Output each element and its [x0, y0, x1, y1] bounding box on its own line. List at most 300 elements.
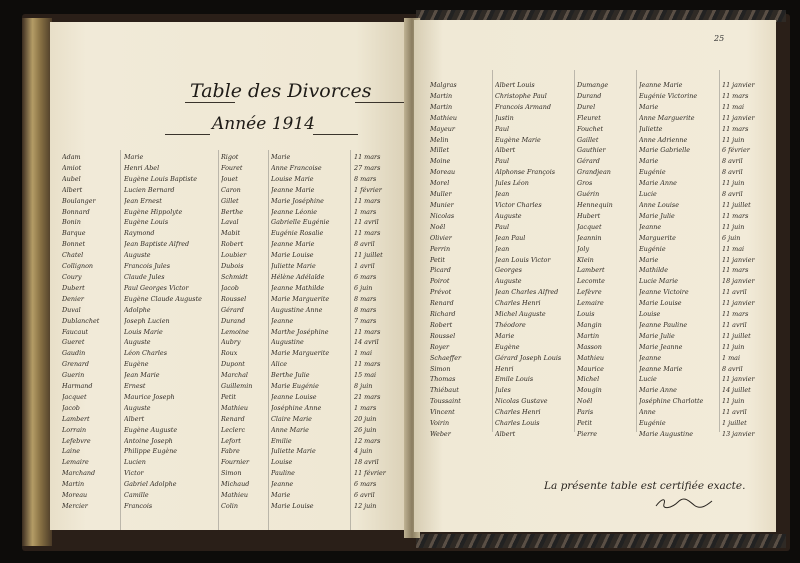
register-entry: Mathieu [430, 113, 457, 122]
register-entry: Louise [271, 458, 293, 467]
register-entry: Durel [577, 102, 596, 111]
column-divider [492, 70, 493, 432]
register-entry: 11 avril [722, 408, 747, 417]
register-entry: Mathieu [221, 403, 248, 412]
register-entry: 6 juin [722, 233, 741, 242]
register-entry: Moreau [430, 168, 456, 177]
register-entry: Marie Marguerite [271, 349, 330, 358]
marbled-edge-bottom [416, 534, 786, 548]
register-entry: 11 mars [354, 360, 381, 369]
register-entry: Jeannin [577, 233, 602, 242]
register-entry: 8 avril [722, 190, 743, 199]
register-entry: Rigot [221, 153, 239, 161]
register-entry: Bonnet [62, 240, 86, 249]
register-entry: Morel [430, 179, 450, 188]
right-wife-firstname-column [639, 80, 719, 440]
certification-text: La présente table est certifiée exacte. [544, 480, 746, 492]
register-entry: Albert [124, 414, 145, 423]
register-entry: 11 juillet [722, 331, 751, 340]
register-entry: Hennequin [577, 200, 613, 209]
register-entry: Jean [495, 190, 510, 199]
register-entry: Lefèvre [577, 288, 602, 297]
register-entry: 11 mars [722, 266, 749, 275]
register-entry: Jacob [62, 403, 80, 412]
register-entry: 11 mars [354, 327, 381, 336]
register-entry: Marie Julie [639, 331, 675, 340]
register-entry: Roussel [430, 331, 456, 340]
register-entry: Noël [430, 222, 446, 231]
register-entry: Eugénie Rosalie [271, 229, 324, 238]
register-entry: Gros [577, 179, 593, 188]
register-entry: 11 mars [722, 310, 749, 319]
register-entry: Lambert [577, 266, 605, 275]
register-entry: Maurice Joseph [124, 392, 175, 401]
register-entry: Joséphine Anne [271, 403, 322, 412]
register-entry: 6 avril [354, 491, 375, 500]
register-entry: Jacob [221, 283, 239, 292]
register-entry: Mayeur [430, 124, 455, 133]
register-entry: Augustine [271, 338, 304, 347]
register-entry: Jouet [221, 174, 238, 183]
register-entry: Emile Louis [495, 375, 534, 384]
register-entry: Grenard [62, 360, 90, 369]
register-entry: Francois Jules [124, 262, 170, 271]
register-entry: Dumange [577, 81, 609, 89]
left-surname-column [62, 152, 120, 512]
register-entry: Laval [221, 218, 239, 227]
register-entry: 27 mars [354, 163, 381, 172]
register-entry: Lefebvre [62, 436, 91, 445]
register-entry: Eugénie [639, 244, 666, 253]
register-entry: Théodore [495, 320, 526, 329]
register-entry: Joly [577, 244, 590, 253]
register-entry: Charles Louis [495, 419, 540, 428]
register-entry: Albert [495, 146, 516, 155]
register-entry: Thomas [430, 375, 456, 384]
right-husband-firstname-column [495, 80, 574, 440]
register-entry: Marie [639, 157, 659, 166]
register-entry: 8 avril [354, 240, 375, 249]
register-entry: Gaillet [577, 135, 599, 144]
register-entry: Auguste [495, 211, 522, 220]
register-entry: Auguste [495, 277, 522, 286]
register-entry: Gabriel Adolphe [124, 480, 177, 489]
register-entry: 20 juin [354, 414, 377, 423]
register-entry: Olivier [430, 233, 452, 242]
register-entry: Marie Eugénie [271, 382, 319, 391]
register-entry: 11 juin [722, 342, 745, 351]
register-entry: Eugène [124, 360, 149, 369]
register-entry: Munier [430, 200, 454, 209]
register-entry: Poirot [430, 277, 450, 286]
page-title: Table des Divorces [190, 80, 372, 102]
register-entry: Noël [577, 397, 593, 406]
register-entry: Petit [577, 419, 592, 428]
register-entry: 11 juin [722, 222, 745, 231]
register-entry: 1 mars [354, 207, 377, 216]
register-entry: Eugène Claude Auguste [124, 294, 202, 303]
register-entry: Marie Julie [639, 211, 675, 220]
register-entry: Bonin [62, 218, 81, 227]
register-entry: Durand [577, 91, 602, 100]
register-entry: Masson [577, 342, 602, 351]
register-entry: 8 mars [354, 174, 377, 183]
page-year: Année 1914 [212, 114, 315, 134]
register-entry: Justin [495, 113, 514, 122]
register-entry: Marie [639, 255, 659, 264]
register-entry: Petit [430, 255, 445, 264]
year-rule-left [165, 134, 210, 135]
register-entry: 21 mars [354, 392, 381, 401]
register-entry: Caron [221, 185, 241, 194]
register-entry: Hubert [577, 211, 601, 220]
column-divider [350, 150, 351, 530]
register-entry: 8 avril [722, 168, 743, 177]
register-entry: Emilie [271, 436, 292, 445]
register-entry: Lambert [62, 414, 90, 423]
register-entry: Martin [577, 331, 600, 340]
register-entry: Marie Anne [639, 179, 677, 188]
register-entry: Aubry [221, 338, 241, 347]
register-entry: Jeanne Marie [271, 185, 315, 194]
register-entry: 8 mars [354, 305, 377, 314]
register-entry: Louis [577, 310, 595, 319]
right-page [414, 20, 776, 532]
register-entry: Claire Marie [271, 414, 312, 423]
register-entry: Marie Gabrielle [639, 146, 691, 155]
register-entry: Marie [271, 153, 291, 161]
register-entry: Jean Marie [124, 371, 160, 380]
register-entry: Coury [62, 272, 82, 281]
title-rule-right [355, 102, 405, 103]
register-entry: Durand [221, 316, 246, 325]
register-entry: Jules Léon [495, 179, 529, 188]
register-entry: Toussaint [430, 397, 461, 406]
register-entry: 11 juin [722, 135, 745, 144]
register-entry: Marie Louise [639, 299, 682, 308]
register-entry: 6 février [722, 146, 750, 155]
register-entry: Lemoine [221, 327, 249, 336]
register-entry: Jean Baptiste Alfred [124, 240, 190, 249]
register-entry: 11 mars [722, 124, 749, 133]
register-entry: Philippe Eugène [124, 447, 178, 456]
right-date-column [722, 80, 774, 440]
column-divider [218, 150, 219, 530]
register-entry: Martin [430, 91, 453, 100]
register-entry: Barque [62, 229, 86, 238]
register-entry: 11 mai [722, 244, 745, 253]
register-entry: Grandjean [577, 168, 611, 177]
register-entry: Dubois [221, 262, 244, 271]
register-entry: 6 mars [354, 480, 377, 489]
register-entry: Léon Charles [124, 349, 167, 358]
register-entry: Dublanchet [62, 316, 100, 325]
register-entry: Gillet [221, 196, 239, 205]
register-entry: Jean Louis Victor [495, 255, 551, 264]
register-entry: Eugène Auguste [124, 425, 178, 434]
register-entry: 8 avril [722, 364, 743, 373]
register-entry: 26 juin [354, 425, 377, 434]
register-entry: 8 mars [354, 294, 377, 303]
register-entry: Fouret [221, 163, 243, 172]
register-entry: 11 juillet [722, 200, 751, 209]
register-entry: Gabrielle Eugénie [271, 218, 330, 227]
register-entry: Adam [62, 153, 81, 161]
register-entry: Jeanne Louise [271, 392, 317, 401]
register-entry: 12 juin [354, 502, 377, 510]
register-entry: Jean Paul [495, 233, 526, 242]
register-entry: Marie [124, 153, 144, 161]
register-entry: 1 juillet [722, 419, 747, 428]
register-entry: Albert [62, 185, 83, 194]
column-divider [268, 150, 269, 530]
left-date-column [354, 152, 408, 512]
book-spine [22, 18, 52, 546]
register-entry: Marie [495, 331, 515, 340]
register-entry: Albert [495, 430, 516, 438]
register-entry: Nicolas [430, 211, 455, 220]
register-entry: Michel Auguste [495, 310, 546, 319]
right-surname-column [430, 80, 492, 440]
register-entry: 1 février [354, 185, 382, 194]
register-entry: Mangin [577, 320, 602, 329]
register-entry: Pauline [271, 469, 295, 478]
register-entry: Georges [495, 266, 522, 275]
register-entry: Moine [430, 157, 451, 166]
register-entry: Marie Jeanne [639, 342, 683, 351]
register-entry: Michel [577, 375, 600, 384]
register-entry: Paul [495, 157, 509, 166]
register-entry: Roussel [221, 294, 247, 303]
register-entry: Augustine Anne [271, 305, 323, 314]
register-entry: 11 janvier [722, 375, 755, 384]
register-entry: 13 janvier [722, 430, 755, 438]
register-entry: Henri [495, 364, 514, 373]
register-entry: Anne Francoise [271, 163, 322, 172]
register-entry: Marie Louise [271, 502, 314, 510]
register-entry: Bonnard [62, 207, 90, 216]
register-entry: 6 juin [354, 283, 373, 292]
register-entry: Fleuret [577, 113, 601, 122]
register-entry: Voirin [430, 419, 450, 428]
register-entry: Auguste [124, 338, 151, 347]
left-wife-firstname-column [271, 152, 350, 512]
register-entry: Renard [430, 299, 454, 308]
register-entry: Jacquet [577, 222, 602, 231]
register-entry: Eugénie Victorine [639, 91, 698, 100]
register-entry: 6 mars [354, 272, 377, 281]
register-entry: Marchal [221, 371, 248, 380]
register-entry: Juliette [639, 124, 663, 133]
register-entry: 18 avril [354, 458, 379, 467]
year-rule-right [313, 134, 358, 135]
register-entry: Gérard [577, 157, 600, 166]
register-entry: Duval [62, 305, 81, 314]
register-entry: Maurice [577, 364, 604, 373]
register-entry: Guillemin [221, 382, 253, 391]
register-entry: Guerin [62, 371, 85, 380]
register-entry: Gérard Joseph Louis [495, 353, 562, 362]
register-entry: Robert [430, 320, 453, 329]
register-entry: Mougin [577, 386, 602, 395]
register-entry: Loubier [221, 251, 247, 260]
register-entry: Martin [62, 480, 85, 489]
register-entry: Alice [271, 360, 288, 369]
register-entry: Ernest [124, 382, 146, 391]
register-entry: Juliette Marie [271, 447, 316, 456]
register-entry: 1 mai [354, 349, 373, 358]
register-entry: Jacquet [62, 392, 87, 401]
register-entry: Marthe Joséphine [271, 327, 329, 336]
register-entry: Eugène Hippolyte [124, 207, 183, 216]
register-entry: 8 juin [354, 382, 373, 391]
register-entry: Eugène Marie [495, 135, 541, 144]
register-entry: Marchand [62, 469, 96, 478]
register-entry: Schmidt [221, 272, 248, 281]
register-entry: Mathieu [577, 353, 604, 362]
register-entry: Auguste [124, 251, 151, 260]
register-entry: Royer [430, 342, 450, 351]
register-entry: 11 mars [722, 91, 749, 100]
register-entry: Jeanne Mathilde [271, 283, 325, 292]
register-entry: Nicolas Gustave [495, 397, 548, 406]
register-entry: Harmand [62, 382, 93, 391]
register-entry: Eugène [495, 342, 520, 351]
register-entry: Mercier [62, 502, 88, 510]
register-entry: 11 avril [722, 288, 747, 297]
register-entry: Gauthier [577, 146, 606, 155]
register-entry: Christophe Paul [495, 91, 547, 100]
register-entry: Anne Adrienne [639, 135, 688, 144]
register-entry: Victor [124, 469, 144, 478]
register-entry: Fouchet [577, 124, 604, 133]
register-entry: Francois Armand [495, 102, 551, 111]
register-entry: Faucaut [62, 327, 88, 336]
register-entry: Amiot [62, 163, 82, 172]
register-entry: Chatel [62, 251, 84, 260]
register-entry: Paris [577, 408, 594, 417]
register-entry: Laine [62, 447, 80, 456]
register-entry: Lucien [124, 458, 146, 467]
register-entry: Colin [221, 502, 238, 510]
register-entry: Petit [221, 392, 236, 401]
register-entry: Marguerite [639, 233, 676, 242]
register-entry: 11 mars [354, 153, 381, 161]
register-entry: 11 janvier [722, 299, 755, 308]
register-entry: 11 janvier [722, 81, 755, 89]
register-entry: Collignon [62, 262, 94, 271]
register-entry: Anne Marguerite [639, 113, 695, 122]
register-entry: Anne Louise [639, 200, 679, 209]
register-entry: Gérard [221, 305, 244, 314]
register-entry: Jeanne Victoire [639, 288, 689, 297]
register-entry: 1 mars [354, 403, 377, 412]
register-entry: Jean Charles Alfred [495, 288, 559, 297]
register-entry: Joseph Lucien [124, 316, 170, 325]
register-entry: Juliette Marie [271, 262, 316, 271]
register-entry: Dubert [62, 283, 85, 292]
column-divider [636, 70, 637, 432]
register-entry: Alphonse François [495, 168, 556, 177]
register-entry: Auguste [124, 403, 151, 412]
register-entry: Perrin [430, 244, 451, 253]
register-entry: Aubel [62, 174, 81, 183]
register-entry: Michaud [221, 480, 250, 489]
register-entry: Malgras [430, 81, 457, 89]
register-entry: Camille [124, 491, 149, 500]
register-entry: Eugène Louis [124, 218, 169, 227]
register-entry: Moreau [62, 491, 88, 500]
register-entry: Jeanne [271, 316, 294, 325]
register-entry: Marie Marguerite [271, 294, 330, 303]
register-entry: Robert [221, 240, 244, 249]
register-entry: Paul [495, 124, 509, 133]
register-entry: Antoine Joseph [124, 436, 173, 445]
register-entry: Gaudin [62, 349, 86, 358]
register-entry: 11 juillet [354, 251, 383, 260]
register-entry: Paul Georges Victor [124, 283, 189, 292]
left-husband-firstname-column [124, 152, 218, 512]
register-entry: Eugénie [639, 419, 666, 428]
register-entry: Paul [495, 222, 509, 231]
register-entry: Henri Abel [124, 163, 160, 172]
register-entry: Berthe Julie [271, 371, 310, 380]
register-entry: Jean [495, 244, 510, 253]
register-entry: Fournier [221, 458, 250, 467]
register-entry: Picard [430, 266, 451, 275]
register-entry: Anne Marie [271, 425, 309, 434]
register-entry: Jeanne [639, 353, 662, 362]
register-entry: Francois [124, 502, 153, 510]
register-entry: Guérin [577, 190, 600, 199]
register-entry: Marie Joséphine [271, 196, 324, 205]
register-entry: Muller [430, 190, 452, 199]
register-entry: Charles Henri [495, 299, 541, 308]
register-entry: Marie [639, 102, 659, 111]
title-rule-left [185, 102, 235, 103]
register-entry: Martin [430, 102, 453, 111]
register-entry: 4 juin [354, 447, 373, 456]
register-entry: Richard [430, 310, 456, 319]
register-entry: Louise [639, 310, 661, 319]
register-entry: Millet [430, 146, 450, 155]
register-entry: Lorrain [62, 425, 87, 434]
register-entry: Hélène Adélaïde [271, 272, 325, 281]
register-entry: Eugénie [639, 168, 666, 177]
register-entry: Charles Henri [495, 408, 541, 417]
register-entry: Marie Augustine [639, 430, 693, 438]
register-entry: Jeanne Marie [639, 81, 683, 89]
register-entry: Mathieu [221, 491, 248, 500]
column-divider [120, 150, 121, 530]
register-entry: Jeanne Marie [639, 364, 683, 373]
register-entry: 11 juin [722, 179, 745, 188]
register-entry: Marie [271, 491, 291, 500]
register-entry: Anne [639, 408, 656, 417]
register-entry: Lucie [639, 375, 657, 384]
register-entry: Mabit [221, 229, 241, 238]
register-entry: Vincent [430, 408, 455, 417]
register-entry: 11 avril [354, 218, 379, 227]
register-entry: 1 avril [354, 262, 375, 271]
left-page [50, 22, 410, 530]
register-entry: Eugène Louis Baptiste [124, 174, 197, 183]
register-entry: Boulanger [62, 196, 96, 205]
column-divider [574, 70, 575, 432]
right-wife-surname-column [577, 80, 636, 440]
register-entry: 1 mai [722, 353, 741, 362]
register-entry: Lucie [639, 190, 657, 199]
